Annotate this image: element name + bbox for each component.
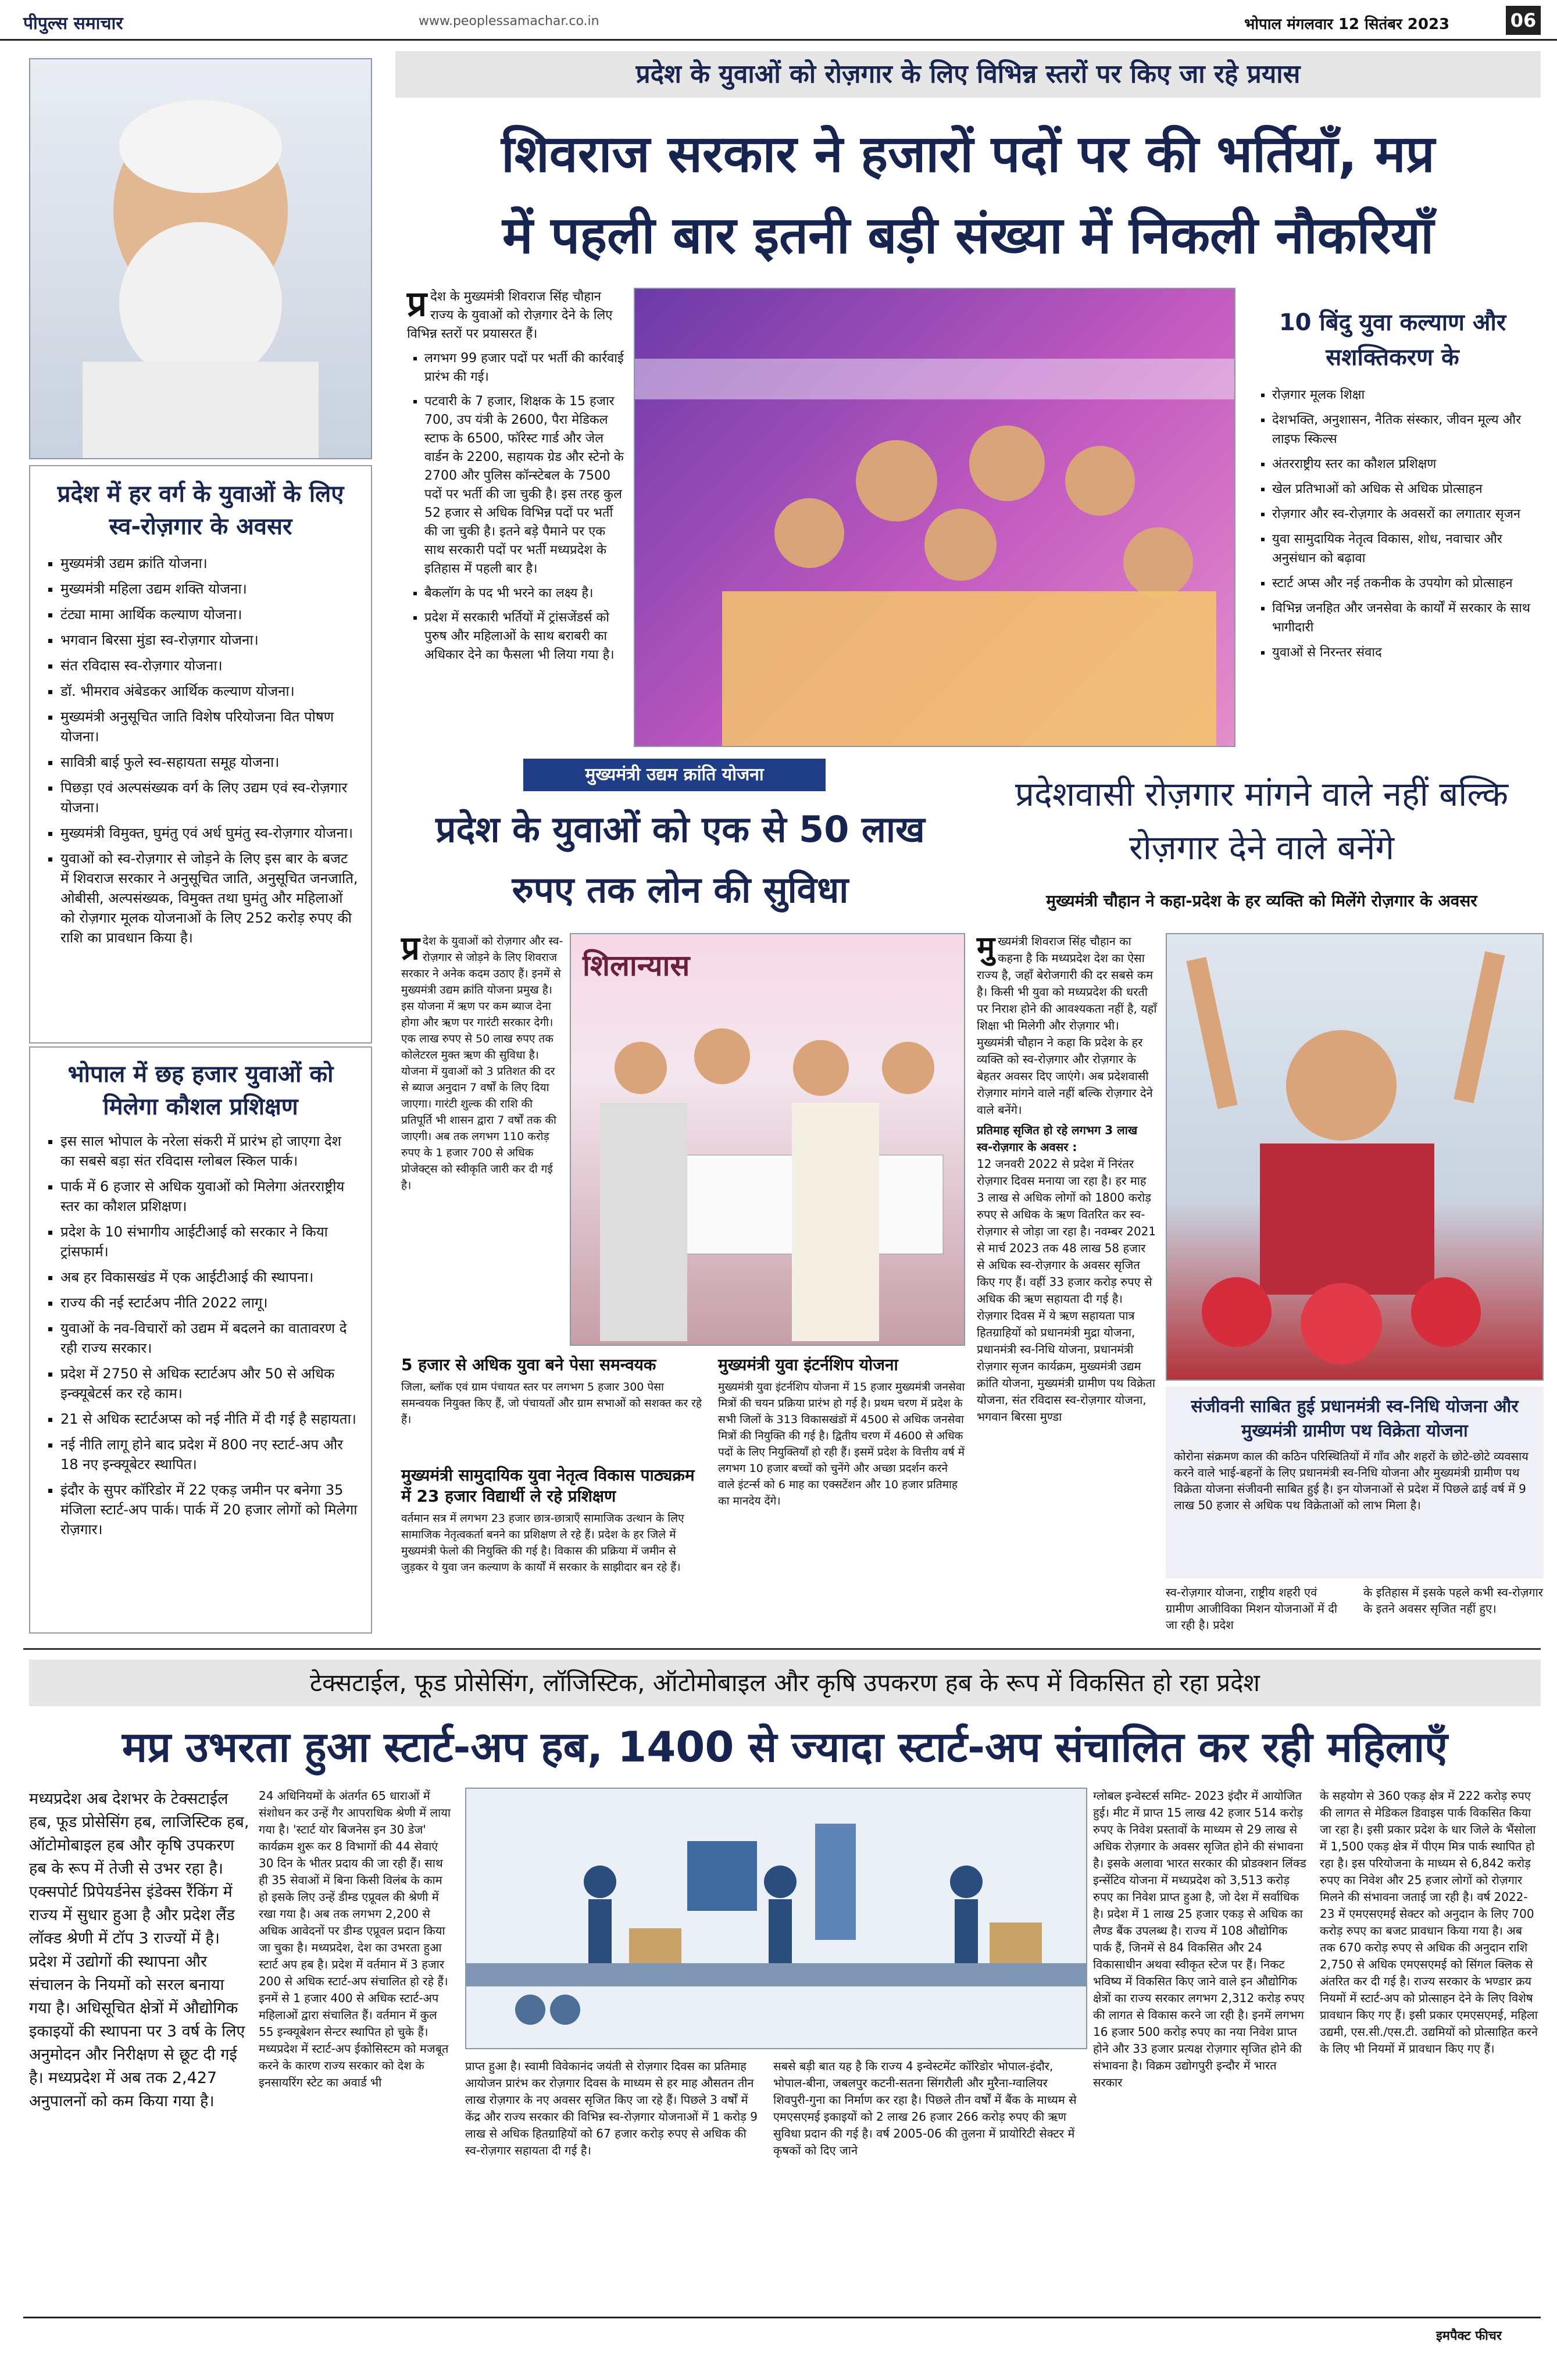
right-tail-col1: स्व-रोज़गार योजना, राष्ट्रीय शहरी एवं ग्रामीण आजीविका मिशन योजनाओं में दी जा रही है। प्रदेश <box>1166 1585 1338 1632</box>
right-body: मुख्यमंत्री शिवराज सिंह चौहान का कहना है कि मध्यप्रदेश देश का ऐसा राज्य है, जहाँ बेरोजगारी की दर सबसे कम है। किसी भी युवा को मध्यप्रदेश की धरती पर निराश होने की आवश्यकता नहीं है, यहाँ शिक्षा भी मिलेगी और रोज़गार भी। मुख्यमंत्री चौहान ने कहा कि प्रदेश के हर व्यक्ति को स्व-रोज़गार और रोज़गार के बेहतर अवसर दिए जाएंगे। अब प्रदेशवासी रोज़गार मांगने वाले नहीं बल्कि रोज़गार देने वाले बनेंगे। प्रतिमाह सृजित हो रहे लगभग 3 लाख स्व-रोज़गार के अवसर : 12 जनवरी 2022 से प्रदेश में निरंतर रोज़गार दिवस मनाया जा रहा है। हर माह 3 लाख से अधिक लोगों को 1800 करोड़ रुपए से अधिक के ऋण वितरित कर स्व-रोज़गार से जोड़ा जा रहा है। नवम्बर 2021 से मार्च 2023 तक 48 लाख 58 हजार से अधिक स्व-रोज़गार के अवसर सृजित किए गए हैं। वहीं 33 हजार करोड़ रुपए से अधिक की ऋण सहायता दी गई है। रोज़गार दिवस में ये ऋण सहायता पात्र हितग्राहियों को प्रधानमंत्री मुद्रा योजना, प्रधानमंत्री स्व-निधि योजना, प्रधानमंत्री रोज़गार सृजन कार्यक्रम, मुख्यमंत्री उद्यम क्रांति योजना, मुख्यमंत्री ग्रामीण पथ विक्रेता योजना, संत रविदास स्व-रोज़गार योजना, भगवान बिरसा मुण्डा <box>977 933 1157 1636</box>
right-headline: प्रदेशवासी रोज़गार मांगने वाले नहीं बल्कि रोज़गार देने वाले बनेंगे <box>1015 774 1509 867</box>
list-item: ▪ युवाओं से निरन्तर संवाद <box>1272 643 1530 662</box>
list-item: ▪ मुख्यमंत्री महिला उद्यम शक्ति योजना। <box>60 579 358 599</box>
modi-portrait <box>29 58 372 459</box>
list-item: ▪ युवाओं को स्व-रोज़गार से जोड़ने के लिए इस बार के बजट में शिवराज सरकार ने अनुसूचित जाति, अनुसूचित जनजाति, ओबीसी, अल्पसंख्यक, विमुक्त तथा घुमंतु और महिलाओं को रोज़गार मूलक योजनाओं के लिए 252 करोड़ रुपए की राशि का प्रावधान किया है। <box>60 849 358 948</box>
portrait-illustration <box>30 59 371 458</box>
list-item: ▪ लगभग 99 हजार पदों पर भर्ती की कार्रवाई प्रारंभ की गई। <box>424 349 628 387</box>
list-item: ▪ डॉ. भीमराव अंबेडकर आर्थिक कल्याण योजना। <box>60 681 358 701</box>
list-item: ▪ सावित्री बाई फुले स्व-सहायता समूह योजना। <box>60 752 358 772</box>
section-divider <box>23 1648 1541 1650</box>
right-sub-body: 12 जनवरी 2022 से प्रदेश में निरंतर रोज़गार दिवस मनाया जा रहा है। हर माह 3 लाख से अधिक लोगों को 1800 करोड़ रुपए से अधिक के ऋण वितरित कर स्व-रोज़गार से जोड़ा जा रहा है। नवम्बर 2021 से मार्च 2023 तक 48 लाख 58 हजार से अधिक स्व-रोज़गार के अवसर सृजित किए गए हैं। वहीं 33 हजार करोड़ रुपए से अधिक की ऋण सहायता दी गई है। रोज़गार दिवस में ये ऋण सहायता पात्र हितग्राहियों को प्रधानमंत्री मुद्रा योजना, प्रधानमंत्री स्व-निधि योजना, प्रधानमंत्री रोज़गार सृजन कार्यक्रम, मुख्यमंत्री उद्यम क्रांति योजना, मुख्यमंत्री ग्रामीण पथ विक्रेता योजना, संत रविदास स्व-रोज़गार योजना, भगवान बिरसा मुण्डा <box>977 1157 1156 1424</box>
lead-story <box>407 284 628 747</box>
list-item: ▪ पार्क में 6 हजार से अधिक युवाओं को मिलेगा अंतरराष्ट्रीय स्तर का कौशल प्रशिक्षण। <box>60 1177 358 1216</box>
bottom-col6: के सहयोग से 360 एकड़ क्षेत्र में 222 करोड़ रुपए की लागत से मेडिकल डिवाइस पार्क विकसित किया जा रहा है। इसी प्रकार प्रदेश के धार जिले के भैंसोला में 1,500 एकड़ क्षेत्र में पीएम मित्र पार्क स्थापित हो रहा है। इस परियोजना के माध्यम से 6,842 करोड़ रुपए का निवेश और 25 हजार लोगों को रोज़गार मिलने की संभावना जताई जा रही है। वर्ष 2022-23 में एमएसएमई सेक्टर को अनुदान के लिए 700 करोड़ रुपए का बजट प्रावधान किया गया है। अब तक 670 करोड़ रुपए से अधिक की अनुदान राशि 2,750 से अधिक एमएसएमई को सिंगल क्लिक से अंतरित कर दी गई है। राज्य सरकार के भण्डार क्रय नियमों में स्टार्ट-अप को प्रोत्साहन देने के लिए विशेष प्रावधान किए गए हैं। इसी प्रकार एमएसएमई, महिला उद्यमी, एस.सी./एस.टी. उद्यमियों को प्रोत्साहित करने के लिए भी नियमों में प्रावधान किए गए हैं। <box>1320 1789 1538 2056</box>
list-item: ▪ राज्य की नई स्टार्टअप नीति 2022 लागू। <box>60 1293 358 1313</box>
list-item: ▪ युवा सामुदायिक नेतृत्व विकास, शोध, नवाचार और अनुसंधान को बढ़ावा <box>1272 530 1530 568</box>
brand-logo: पीपुल्स समाचार <box>23 13 123 34</box>
factory-illustration <box>465 1788 1087 2049</box>
list-item: ▪ देशभक्ति, अनुशासन, नैतिक संस्कार, जीवन मूल्य और लाइफ स्किल्स <box>1272 410 1530 449</box>
list-item: ▪ रोज़गार मूलक शिक्षा <box>1272 385 1530 405</box>
list-item: ▪ संत रविदास स्व-रोज़गार योजना। <box>60 656 358 676</box>
list-item: ▪ टंट्या मामा आर्थिक कल्याण योजना। <box>60 605 358 624</box>
sub1-head: 5 हजार से अधिक युवा बने पेसा समन्वयक <box>401 1355 656 1374</box>
skill-training-box <box>29 1046 372 1634</box>
photo-banner-text: शिलान्यास <box>583 949 690 982</box>
lead-points <box>407 349 628 664</box>
speech-illustration <box>1167 934 1542 1380</box>
list-item: ▪ नई नीति लागू होने बाद प्रदेश में 800 नए स्टार्ट-अप और 18 नए इन्क्यूबेटर स्थापित। <box>60 1435 358 1474</box>
list-item: ▪ मुख्यमंत्री उद्यम क्रांति योजना। <box>60 553 358 573</box>
right-sub-head: प्रतिमाह सृजित हो रहे लगभग 3 लाख स्व-रोज़गार के अवसर : <box>977 1123 1138 1154</box>
cm-speech-photo <box>1166 933 1544 1381</box>
ceremony-illustration <box>571 934 964 1345</box>
bottom-col2: 24 अधिनियमों के अंतर्गत 65 धाराओं में संशोधन कर उन्हें गैर आपराधिक श्रेणी में लाया गया है। 'स्टार्ट योर बिजनेस इन 30 डेज' कार्यक्रम शुरू कर 8 विभागों की 44 सेवाएं 30 दिन के भीतर प्रदाय की जा रही हैं। साथ ही 35 सेवाओं में बिना किसी विलंब के काम हो इसके लिए उन्हें डीम्ड एप्रूवल की श्रेणी में रखा गया है। अब तक लगभग 2,200 से अधिक आवेदनों पर डीम्ड एप्रूवल प्रदान किया जा चुका है। मध्यप्रदेश, देश का उभरता हुआ स्टार्ट अप हब है। प्रदेश में वर्तमान में 3 हजार 200 से अधिक स्टार्ट-अप संचालित हो रहे हैं। इनमें से 1 हजार 400 से अधिक स्टार्ट-अप महिलाओं द्वारा संचालित हैं। वर्तमान में कुल 55 इन्क्यूबेशन सेन्टर स्थापित हो चुके हैं। मध्यप्रदेश में स्टार्ट-अप ईकोसिस्टम को मजबूत करने के कारण राज्य सरकार को देश के इनसायरिंग स्टेट का अवार्ड भी <box>259 1789 451 2089</box>
loan-body: प्र देश के युवाओं को रोज़गार और स्व-रोज़गार से जोड़ने के लिए शिवराज सरकार ने अनेक कदम उठाए हैं। इनमें से मुख्यमंत्री उद्यम क्रांति योजना प्रमुख है। इस योजना में ऋण पर कम ब्याज देना होगा और ऋण पर गारंटी सरकार देगी। एक लाख रुपए से 50 लाख रुपए तक कोलेटरल मुक्त ऋण की सुविधा है। योजना में युवाओं को 3 प्रतिशत की दर से ब्याज अनुदान 7 वर्षों के लिए दिया जाएगा। गारंटी शुल्क की राशि की प्रतिपूर्ति भी शासन द्वारा 7 वर्षों तक की जाएगी। अब तक लगभग 110 करोड़ रुपए के 1 हजार 700 से अधिक प्रोजेक्ट्स को स्वीकृति जारी कर दी गई है। <box>401 930 563 1192</box>
footer-bar <box>23 2317 1541 2352</box>
cheque-ceremony-photo <box>570 933 965 1346</box>
drop-cap: प्र <box>401 930 420 967</box>
list-item: ▪ युवाओं के नव-विचारों को उद्यम में बदलने का वातावरण दे रही राज्य सरकार। <box>60 1318 358 1358</box>
page-number: 06 <box>1506 6 1541 35</box>
list-item: ▪ बैकलॉग के पद भी भरने का लक्ष्य है। <box>424 584 628 603</box>
box1-list <box>43 553 358 948</box>
website[interactable]: www.peoplessamachar.co.in <box>419 14 599 28</box>
headline-line2: में पहली बार इतनी बड़ी संख्या में निकली नौकरियाँ <box>502 205 1434 265</box>
sub3-body: मुख्यमंत्री युवा इंटर्नशिप योजना में 15 हजार मुख्यमंत्री जनसेवा मित्रों की चयन प्रक्रिया प्रारंभ हो गई है। प्रथम चरण में प्रदेश के सभी जिलों के 313 विकासखंडों में 4500 से अधिक जनसेवा मित्रों की नियुक्ति की गई है। द्वितीय चरण में 4600 से अधिक पदों के लिए नियुक्तियाँ हो रही हैं। इसमें प्रदेश के वित्तीय वर्ष में लगभग 10 हजार बच्चों को चुनेंगे और अच्छा प्रदर्शन करने वाले इंटर्न्स को 6 माह का एक्सटेंशन और 10 हजार प्रतिमाह का मानदेय देंगे। <box>718 1381 965 1507</box>
cm-selfie-photo <box>634 288 1235 747</box>
sub3-head: मुख्यमंत्री युवा इंटर्नशिप योजना <box>718 1355 898 1374</box>
svanidhi-body: कोरोना संक्रमण काल की कठिन परिस्थितियों में गाँव और शहरों के छोटे-छोटे व्यवसाय करने वाले भाई-बहनों के लिए प्रधानमंत्री स्व-निधि योजना और मुख्यमंत्री ग्रामीण पथ विक्रेता योजना संजीवनी साबित हुई है। इन योजनाओं से प्रदेश में पिछले ढाई वर्ष में 9 लाख 50 हजार से अधिक पथ विक्रेताओं को लाभ मिला है। <box>1174 1449 1529 1512</box>
loan-sub2 <box>401 1465 703 1639</box>
list-item: ▪ भगवान बिरसा मुंडा स्व-रोज़गार योजना। <box>60 630 358 650</box>
right-deck: मुख्यमंत्री चौहान ने कहा-प्रदेश के हर व्यक्ति को मिलेंगे रोज़गार के अवसर <box>1046 891 1477 910</box>
factory-graphic <box>466 1789 1086 2048</box>
list-item: ▪ इस साल भोपाल के नरेला संकरी में प्रारंभ हो जाएगा देश का सबसे बड़ा संत रविदास ग्लोबल स्किल पार्क। <box>60 1131 358 1171</box>
list-item: ▪ अब हर विकासखंड में एक आईटीआई की स्थापना। <box>60 1267 358 1287</box>
masthead <box>0 0 1557 41</box>
list-item: ▪ मुख्यमंत्री विमुक्त, घुमंतु एवं अर्ध घुमंतु स्व-रोज़गार योजना। <box>60 823 358 843</box>
box1-title: प्रदेश में हर वर्ग के युवाओं के लिए स्व-रोज़गार के अवसर <box>57 481 344 540</box>
sub2-head: मुख्यमंत्री सामुदायिक युवा नेतृत्व विकास पाठ्यक्रम में 23 हजार विद्यार्थी ले रहे प्रशिक्षण <box>401 1466 695 1506</box>
main-headline <box>395 113 1541 282</box>
crowd-illustration <box>635 289 1234 746</box>
loan-headline: प्रदेश के युवाओं को एक से 50 लाख रुपए तक लोन की सुविधा <box>435 808 925 911</box>
bottom-col5: ग्लोबल इन्वेस्टर्स समिट- 2023 इंदौर में आयोजित हुई। मीट में प्राप्त 15 लाख 42 हजार 514 करोड़ रुपए के निवेश प्रस्तावों के माध्यम से 29 लाख से अधिक रोज़गार के अवसर सृजित होने की संभावना है। इसके अलावा भारत सरकार की प्रोडक्शन लिंक्ड इन्सेंटिव योजना में मध्यप्रदेश को 3,513 करोड़ रुपए का निवेश प्राप्त हुआ है, जो देश में सर्वाधिक है। प्रदेश में 1 लाख 25 हजार एकड़ से अधिक का लैण्ड बैंक उपलब्ध है। राज्य में 108 औद्योगिक पार्क हैं, जिनमें से 84 विकसित और 24 विकासाधीन अथवा स्वीकृत स्टेज पर हैं। निकट भविष्य में विकसित किए जाने वाले इन औद्योगिक क्षेत्रों का राज्य सरकार लगभग 2,312 करोड़ रुपए की लागत से विकास करने जा रही है। इनमें लगभग 16 हजार 500 करोड़ रुपए का नया निवेश प्राप्त होने और 33 हजार प्रत्यक्ष रोज़गार सृजित होने की संभावना है। विक्रम उद्योगपुरी इन्दौर में भारत सरकार <box>1093 1789 1306 2089</box>
ten-points-title: 10 बिंदु युवा कल्याण और सशक्तिकरण के <box>1279 309 1506 371</box>
bottom-intro: मध्यप्रदेश अब देशभर के टेक्सटाईल हब, फूड प्रोसेसिंग हब, लाजिस्टिक हब, ऑटोमोबाइल हब और कृषि उपकरण हब के रूप में तेजी से उभर रहा है। एक्सपोर्ट प्रिपेयर्डनेस इंडेक्स रैंकिंग में राज्य में सुधार हुआ है और प्रदेश लैंड लॉक्ड श्रेणी में टॉप 3 राज्यों में है। प्रदेश में उद्योगों की स्थापना और संचालन के नियमों को सरल बनाया गया है। अधिसूचित क्षेत्रों में औद्योगिक इकाइयों की स्थापना पर 3 वर्ष के लिए अनुमोदन और निरीक्षण से छूट दी गई है। मध्यप्रदेश में अब तक 2,427 अनुपालनों को कम किया गया है। <box>29 1790 249 2110</box>
list-item: ▪ इंदौर के सुपर कॉरिडोर में 22 एकड़ जमीन पर बनेगा 35 मंजिला स्टार्ट-अप पार्क। पार्क में 20 हजार लोगों को मिलेगा रोज़गार। <box>60 1480 358 1539</box>
list-item: ▪ रोज़गार और स्व-रोज़गार के अवसरों का लगातार सृजन <box>1272 505 1530 524</box>
lead-intro: प्र देश के मुख्यमंत्री शिवराज सिंह चौहान राज्य के युवाओं को रोज़गार देने के लिए विभिन्न स्तरों पर प्रयासरत हैं। <box>407 284 613 341</box>
bottom-col3a: प्राप्त हुआ है। स्वामी विवेकानंद जयंती से रोज़गार दिवस का प्रतिमाह आयोजन प्रारंभ कर रोज़गार दिवस के माध्यम से हर माह औसतन तीन लाख रोज़गार के नए अवसर सृजित किए जा रहे हैं। पिछले 3 वर्षों में केंद्र और राज्य सरकार की विभिन्न स्व-रोज़गार योजनाओं में 1 करोड़ 9 लाख से अधिक हितग्राहियों को 67 हजार करोड़ रुपए से अधिक की स्व-रोज़गार सहायता दी गई है। <box>465 2059 758 2157</box>
list-item: ▪ पटवारी के 7 हजार, शिक्षक के 15 हजार 700, उप यंत्री के 2600, पैरा मेडिकल स्टाफ के 6500, फॉरेस्ट गार्ड और जेल वार्डन के 2200, सहायक ग्रेड और स्टेनो के 2700 और पुलिस कॉन्स्टेबल के 7500 पदों पर भर्ती की जा चुकी है। इस तरह कुल 52 हजार से अधिक विभिन्न पदों पर भर्ती की जा चुकी है। इतने बड़े पैमाने पर एक साथ सरकारी पदों पर भर्ती मध्यप्रदेश के इतिहास में पहली बार है। <box>424 392 628 578</box>
dateline: भोपाल मंगलवार 12 सितंबर 2023 <box>1244 16 1450 33</box>
drop-cap: मु <box>977 930 995 965</box>
svanidhi-box <box>1166 1386 1544 1578</box>
list-item: ▪ प्रदेश के 10 संभागीय आईटीआई को सरकार ने किया ट्रांसफार्म। <box>60 1222 358 1262</box>
sub1-body: जिला, ब्लॉक एवं ग्राम पंचायत स्तर पर लगभग 5 हजार 300 पेसा समन्वयक नियुक्त किए हैं, जो पंचायतों और ग्राम सभाओं को सशक्त कर रहे हैं। <box>401 1381 702 1426</box>
svanidhi-head: संजीवनी साबित हुई प्रधानमंत्री स्व-निधि योजना और मुख्यमंत्री ग्रामीण पथ विक्रेता योजना <box>1191 1396 1519 1441</box>
ten-points-list <box>1255 385 1530 662</box>
sub2-body: वर्तमान सत्र में लगभग 23 हजार छात्र-छात्राएँ सामाजिक उत्थान के लिए सामाजिक नेतृत्वकर्ता बनने का प्रशिक्षण ले रहे हैं। प्रदेश के हर जिले में मुख्यमंत्री फेलो की नियुक्ति की गई है। विकास की प्रक्रिया में जमीन से जुड़कर ये युवा जन कल्याण के कार्यों में सरकार के साझीदार बन रहे हैं। <box>401 1512 684 1574</box>
list-item: ▪ प्रदेश में 2750 से अधिक स्टार्टअप और 50 से अधिक इन्क्यूबेटर्स कर रहे काम। <box>60 1364 358 1403</box>
headline-line1: शिवराज सरकार ने हजारों पदों पर की भर्तियाँ, मप्र <box>501 124 1435 184</box>
list-item: ▪ 21 से अधिक स्टार्टअप्स को नई नीति में दी गई है सहायता। <box>60 1409 358 1429</box>
list-item: ▪ खेल प्रतिभाओं को अधिक से अधिक प्रोत्साहन <box>1272 480 1530 499</box>
bottom-headline: मप्र उभरता हुआ स्टार्ट-अप हब, 1400 से ज्यादा स्टार्ट-अप संचालित कर रही महिलाएँ <box>122 1723 1448 1771</box>
loan-sub1 <box>401 1355 703 1465</box>
right-tail-col2: के इतिहास में इसके पहले कभी स्व-रोज़गार के इतने अवसर सृजित नहीं हुए। <box>1363 1585 1543 1616</box>
list-item: ▪ स्टार्ट अप्स और नई तकनीक के उपयोग को प्रोत्साहन <box>1272 574 1530 593</box>
loan-kicker: मुख्यमंत्री उद्यम क्रांति योजना <box>523 759 826 791</box>
list-item: ▪ मुख्यमंत्री अनुसूचित जाति विशेष परियोजना वित पोषण योजना। <box>60 707 358 746</box>
list-item: ▪ प्रदेश में सरकारी भर्तियों में ट्रांसजेंडर्स को पुरुष और महिलाओं के साथ बराबरी का अधिकार देने का फैसला भी लिया गया है। <box>424 609 628 664</box>
box2-title: भोपाल में छह हजार युवाओं को मिलेगा कौशल प्रशिक्षण <box>67 1061 334 1120</box>
top-strap: प्रदेश के युवाओं को रोज़गार के लिए विभिन्न स्तरों पर किए जा रहे प्रयास <box>395 51 1541 98</box>
list-item: ▪ विभिन्न जनहित और जनसेवा के कार्यों में सरकार के साथ भागीदारी <box>1272 599 1530 637</box>
list-item: ▪ अंतरराष्ट्रीय स्तर का कौशल प्रशिक्षण <box>1272 455 1530 474</box>
box2-list <box>43 1131 358 1539</box>
self-employment-box <box>29 465 372 1044</box>
ten-points-box <box>1244 288 1541 747</box>
loan-sub3 <box>718 1355 965 1639</box>
drop-cap: प्र <box>407 284 427 324</box>
list-item: ▪ पिछड़ा एवं अल्पसंख्यक वर्ग के लिए उद्यम एवं स्व-रोज़गार योजना। <box>60 778 358 817</box>
bottom-col3b: सबसे बड़ी बात यह है कि राज्य 4 इन्वेस्टमेंट कॉरिडोर भोपाल-इंदौर, भोपाल-बीना, जबलपुर कटनी-सतना सिंगरौली और मुरैना-ग्वालियर शिवपुरी-गुना का निर्माण कर रहा है। पिछले तीन वर्षों में बैंक के माध्यम से एमएसएमई इकाइयों को 2 लाख 26 हजार 266 करोड़ रुपए की ऋण सुविधा प्रदान की गई है। वर्ष 2005-06 की तुलना में प्रायोरिटी सेक्टर में कृषकों को दिए जाने <box>773 2059 1077 2157</box>
footer-credit: इमपैक्ट फीचर <box>1436 2329 1502 2343</box>
bottom-strap: टेक्सटाईल, फूड प्रोसेसिंग, लॉजिस्टिक, ऑटोमोबाइल और कृषि उपकरण हब के रूप में विकसित हो रहा प्रदेश <box>29 1660 1541 1706</box>
